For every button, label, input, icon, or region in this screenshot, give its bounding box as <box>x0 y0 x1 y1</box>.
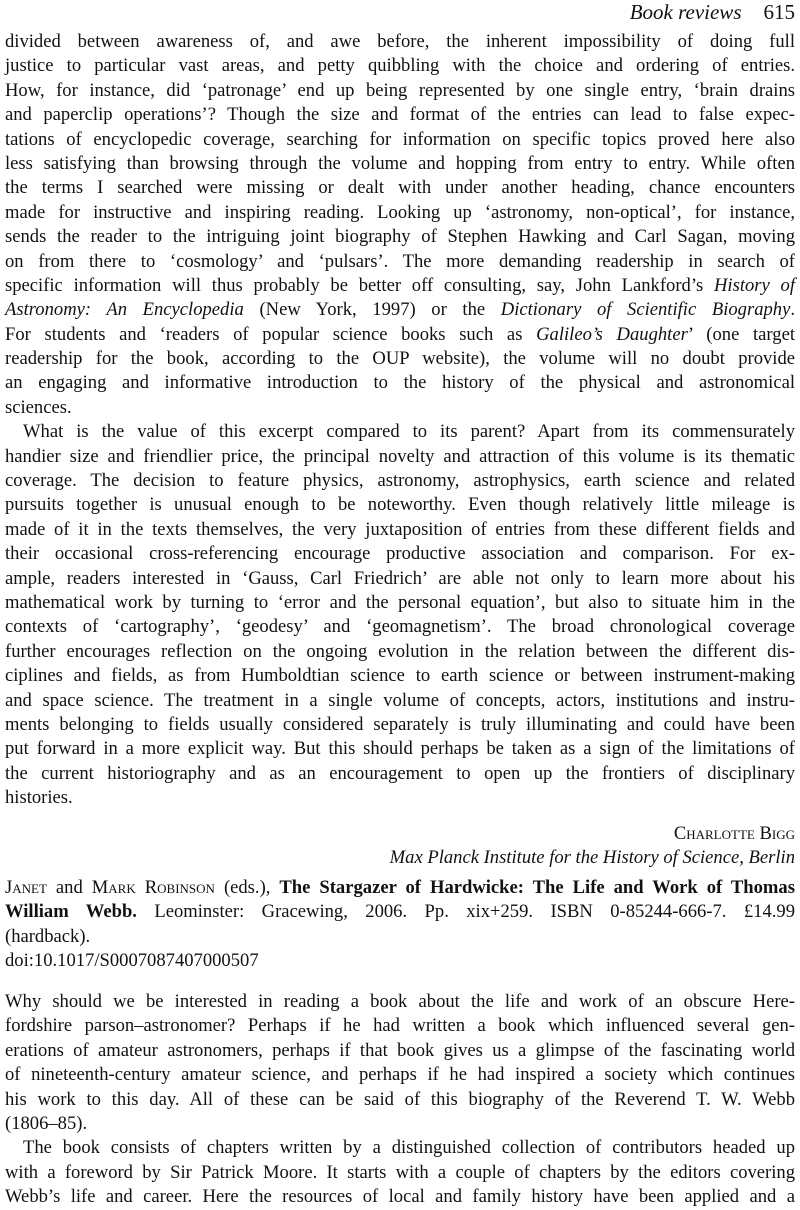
author: Janet <box>5 877 47 898</box>
text-line: coverage. The decision to feature physics, astronomy, astrophysics, earth science and related <box>5 470 795 492</box>
paragraph <box>5 420 795 810</box>
text-line: How, for instance, did ‘patronage’ end up being represented by one single entry, ‘brain drains <box>5 79 795 101</box>
book-title: The Stargazer of Hardwicke: The Life and Work of Thomas <box>279 877 795 898</box>
text-line: on from there to ‘cosmology’ and ‘pulsars’. The more demanding readership in search of <box>5 250 795 272</box>
italic-title: Astronomy: An Encyclopedia <box>5 299 244 321</box>
text-line: ciplines and fields, as from Humboldtian science to earth science or between instrument-making <box>5 665 795 687</box>
text-line: The book consists of chapters written by a distinguished collection of contributors headed up <box>23 1137 795 1159</box>
text-line: made of it in the texts themselves, the very juxtaposition of entries from these different fields and <box>5 518 795 540</box>
italic-title: History of <box>713 274 795 296</box>
review-body-2 <box>5 990 795 1210</box>
binding-info: (hardback). <box>5 925 91 947</box>
text-line: made for instructive and inspiring reading. Looking up ‘astronomy, non-optical’, for instance, <box>5 201 795 223</box>
doi-link[interactable]: doi:10.1017/S0007087407000507 <box>5 950 259 972</box>
text-line: justice to particular vast areas, and petty quibbling with the choice and ordering of entries. <box>5 55 795 77</box>
text-line: divided between awareness of, and awe before, the inherent impossibility of doing full <box>5 31 795 52</box>
text-line: of nineteenth-century amateur science, and perhaps if he had inspired a society which continues <box>5 1064 795 1086</box>
text-line: and space science. The treatment in a single volume of concepts, actors, institutions and instru- <box>5 689 795 711</box>
text-line <box>5 298 795 322</box>
conjunction: and <box>55 877 83 898</box>
text-line: ample, readers interested in ‘Gauss, Carl Friedrich’ are able not only to learn more about his <box>5 567 795 589</box>
text-line: and paperclip operations’? Though the size and format of the entries can lead to false expec- <box>5 104 795 126</box>
text-line: put forward in a more explicit way. But this should perhaps be taken as a sign of the limitations of <box>5 738 795 760</box>
text-run: ’ (one target <box>687 323 795 345</box>
text-line: histories. <box>5 787 73 809</box>
text-line: sciences. <box>5 396 72 418</box>
text-line: the terms I searched were missing or dealt with under another heading, chance encounters <box>5 177 795 199</box>
text-line: their occasional cross-referencing encourage productive association and comparison. For ex- <box>5 543 795 565</box>
text-line: less satisfying than browsing through the volume and hopping from entry to entry. While often <box>5 152 795 174</box>
text-run: For students and ‘readers of popular science books such as <box>5 323 537 345</box>
text-run: specific information will thus probably be better off consulting, say, John Lankford’s <box>5 274 714 296</box>
running-header <box>630 0 795 30</box>
italic-title: Dictionary of Scientific Biography <box>500 299 791 321</box>
text-line: ments belonging to fields usually considered separately is truly illuminating and could have been <box>5 713 795 735</box>
text-line: mathematical work by turning to ‘error and the personal equation’, but also to situate him in the <box>5 591 795 613</box>
text-line: his work to this day. All of these can be said of this biography of the Reverend T. W. Webb <box>5 1088 795 1110</box>
text-line: further encourages reflection on the ongoing evolution in the relation between the different dis- <box>5 640 795 662</box>
text-line: an engaging and informative introduction to the history of the physical and astronomical <box>5 372 795 394</box>
text-line: fordshire parson–astronomer? Perhaps if he had written a book which influenced several gen- <box>5 1015 795 1037</box>
text-line: pursuits together is unusual enough to be noteworthy. Even though relatively little mileage is <box>5 494 795 516</box>
book-title-cont: William Webb. <box>5 901 137 923</box>
text-line: What is the value of this excerpt compared to its parent? Apart from its commensurately <box>23 421 795 443</box>
editors-label: (eds.), <box>223 877 271 898</box>
author: Mark Robinson <box>91 877 215 898</box>
text-line: (1806–85). <box>5 1112 88 1134</box>
page-number: 615 <box>763 0 795 24</box>
text-line: the current historiography and as an encouragement to open up the frontiers of disciplinary <box>5 762 795 784</box>
text-line <box>5 323 795 347</box>
italic-title: Galileo’s Daughter <box>536 323 688 345</box>
text-line: readership for the book, according to the OUP website), the volume will no doubt provide <box>5 348 795 370</box>
text-line: sends the reader to the intriguing joint biography of Stephen Hawking and Carl Sagan, moving <box>5 226 795 248</box>
text-line <box>5 274 795 298</box>
text-line: with a foreword by Sir Patrick Moore. It starts with a couple of chapters by the editors covering <box>5 1161 795 1183</box>
paragraph <box>5 990 795 1136</box>
reviewer-affiliation: Max Planck Institute for the History of Science, Berlin <box>389 847 795 869</box>
publication-info: Leominster: Gracewing, 2006. Pp. xix+259. ISBN 0-85244-666-7. £14.99 <box>154 901 796 923</box>
text-line: contexts of ‘cartography’, ‘geodesy’ and ‘geomagnetism’. The broad chronological coverage <box>5 616 795 638</box>
reviewer-name: Charlotte Bigg <box>673 823 795 844</box>
running-title: Book reviews <box>629 0 742 24</box>
text-run: . <box>790 299 795 321</box>
text-line: handier size and friendlier price, the principal novelty and attraction of this volume is its thematic <box>5 445 795 467</box>
signature <box>5 822 795 871</box>
paragraph <box>5 1136 795 1209</box>
text-line: Webb’s life and career. Here the resources of local and family history have been applied and a <box>5 1186 795 1208</box>
text-line: erations of amateur astronomers, perhaps if that book gives us a glimpse of the fascinating world <box>5 1039 795 1061</box>
paragraph <box>5 30 795 420</box>
book-citation <box>5 876 795 974</box>
text-line: tations of encyclopedic coverage, searching for information on specific topics proved here also <box>5 128 795 150</box>
text-line: Why should we be interested in reading a book about the life and work of an obscure Here- <box>5 991 795 1012</box>
review-body-1 <box>5 30 795 811</box>
text-run: (New York, 1997) or the <box>243 299 501 321</box>
